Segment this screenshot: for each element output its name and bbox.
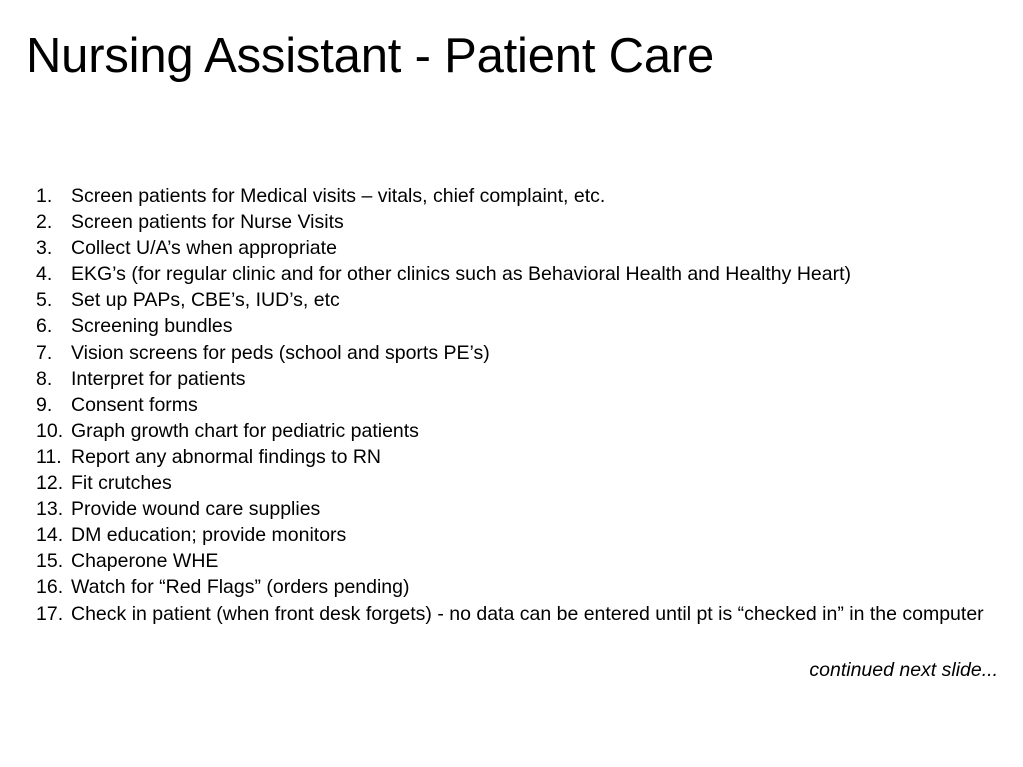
list-item-text: EKG’s (for regular clinic and for other clinics such as Behavioral Health and Healthy Heart) bbox=[71, 263, 851, 286]
list-item bbox=[36, 548, 1006, 574]
list-item-text: Check in patient (when front desk forgets) - no data can be entered until pt is “checked in” in the computer bbox=[71, 602, 984, 625]
list-item-text: Graph growth chart for pediatric patients bbox=[71, 419, 419, 442]
list-item-text: Fit crutches bbox=[71, 472, 172, 495]
list-item bbox=[36, 366, 1006, 392]
list-item-number: 17. bbox=[36, 602, 64, 625]
task-list bbox=[36, 183, 1006, 627]
list-item bbox=[36, 574, 1006, 600]
list-item-number: 3. bbox=[36, 237, 53, 260]
list-item-text: Screening bundles bbox=[71, 315, 233, 338]
list-item-text: Provide wound care supplies bbox=[71, 498, 321, 521]
list-item-text: Collect U/A’s when appropriate bbox=[71, 237, 337, 260]
list-item bbox=[36, 392, 1006, 418]
list-item bbox=[36, 470, 1006, 496]
list-item-number: 13. bbox=[36, 498, 64, 521]
list-item-text: Report any abnormal findings to RN bbox=[71, 445, 381, 468]
continued-note: continued next slide... bbox=[809, 659, 998, 681]
list-item-number: 2. bbox=[36, 211, 53, 234]
list-item bbox=[36, 209, 1006, 235]
list-item bbox=[36, 522, 1006, 548]
list-item-text: Screen patients for Nurse Visits bbox=[71, 211, 344, 234]
list-item bbox=[36, 496, 1006, 522]
list-item-number: 11. bbox=[36, 445, 62, 468]
list-item-number: 6. bbox=[36, 315, 53, 338]
list-item-number: 5. bbox=[36, 289, 53, 312]
list-item-number: 7. bbox=[36, 341, 53, 364]
list-item-number: 14. bbox=[36, 524, 64, 547]
list-item-text: Chaperone WHE bbox=[71, 550, 219, 573]
list-item-number: 12. bbox=[36, 472, 64, 495]
list-item-text: Vision screens for peds (school and sports PE’s) bbox=[71, 341, 490, 364]
list-item bbox=[36, 418, 1006, 444]
list-item bbox=[36, 601, 1006, 627]
list-item-number: 9. bbox=[36, 393, 53, 416]
list-item bbox=[36, 183, 1006, 209]
list-item-number: 4. bbox=[36, 263, 53, 286]
list-item bbox=[36, 261, 1006, 287]
list-item-number: 8. bbox=[36, 367, 53, 390]
list-item bbox=[36, 340, 1006, 366]
list-item-number: 10. bbox=[36, 419, 64, 442]
list-item-text: DM education; provide monitors bbox=[71, 524, 347, 547]
list-item-number: 16. bbox=[36, 576, 64, 599]
slide-title: Nursing Assistant - Patient Care bbox=[26, 29, 715, 83]
list-item-text: Consent forms bbox=[71, 393, 198, 416]
list-item-text: Set up PAPs, CBE’s, IUD’s, etc bbox=[71, 289, 340, 312]
list-item-number: 1. bbox=[36, 185, 53, 207]
list-item-text: Interpret for patients bbox=[71, 367, 246, 390]
list-item bbox=[36, 235, 1006, 261]
list-item bbox=[36, 313, 1006, 339]
list-item-text: Screen patients for Medical visits – vitals, chief complaint, etc. bbox=[71, 185, 606, 207]
list-item-text: Watch for “Red Flags” (orders pending) bbox=[71, 576, 410, 599]
list-item bbox=[36, 287, 1006, 313]
list-item bbox=[36, 444, 1006, 470]
list-item-number: 15. bbox=[36, 550, 64, 573]
